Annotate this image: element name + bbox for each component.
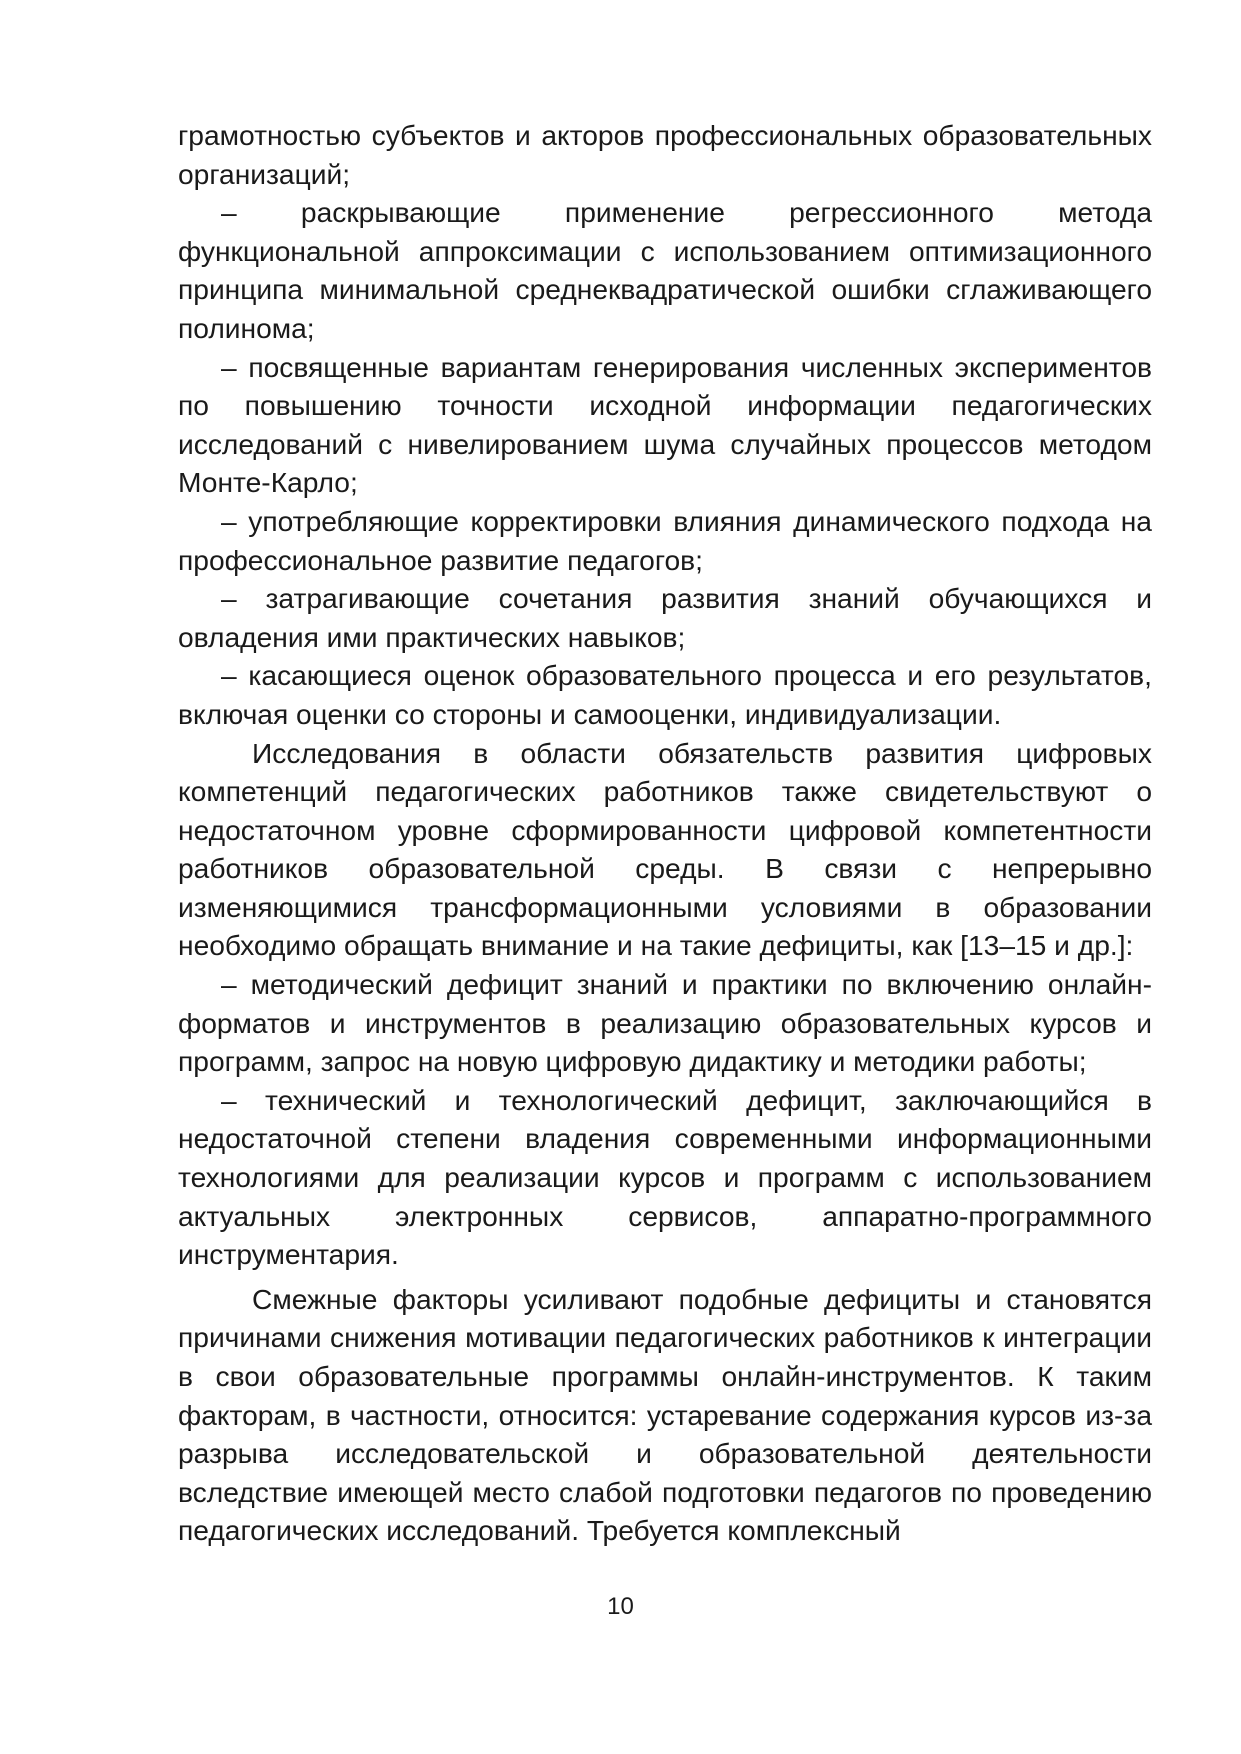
- list-item-assessment: – касающиеся оценок образовательного процесса и его результатов, включая оценки со стороны и самооценки, индивидуализации.: [178, 659, 1152, 730]
- list-item-dynamic-approach: – употребляющие корректировки влияния динамического подхода на профессиональное развитие педагогов;: [178, 504, 1152, 576]
- page-number: 10: [607, 1593, 634, 1620]
- list-item-technical-deficit: – технический и технологический дефицит, заключающийся в недостаточной степени владения современными информационными технологиями для реализации курсов и программ с использованием актуальных электронных сервисов, аппаратно-программного инструментария.: [178, 1083, 1152, 1271]
- list-item-knowledge-skills: – затрагивающие сочетания развития знаний обучающихся и овладения ими практических навыков;: [178, 582, 1152, 653]
- paragraph-related-factors: Смежные факторы усиливают подобные дефициты и становятся причинами снижения мотивации педагогических работников к интеграции в свои образовательные программы онлайн-инструментов. К таким факторам, в частности, относится: устаревание содержания курсов из-за разрыва исследовательской и образовательной деятельности вследствие имеющей место слабой подготовки педагогов по проведению педагогических исследований. Требуется комплексный: [178, 1282, 1152, 1547]
- paragraph-digital-competence: Исследования в области обязательств развития цифровых компетенций педагогических работников также свидетельствуют о недостаточном уровне сформированности цифровой компетентности работников образовательной среды. В связи с непрерывно изменяющимися трансформационными условиями в образовании необходимо обращать внимание и на такие дефициты, как [13–15 и др.]:: [178, 736, 1152, 962]
- list-item-monte-carlo: – посвященные вариантам генерирования численных экспериментов по повышению точности исходной информации педагогических исследований с нивелированием шума случайных процессов методом Монте-Карло;: [178, 350, 1152, 499]
- list-item-methodical-deficit: – методический дефицит знаний и практики по включению онлайн-форматов и инструментов в реализацию образовательных курсов и программ, запрос на новую цифровую дидактику и методики работы;: [178, 968, 1152, 1078]
- paragraph-continuation: грамотностью субъектов и акторов профессиональных образовательных организаций;: [178, 119, 1152, 190]
- list-item-regression: – раскрывающие применение регрессионного метода функциональной аппроксимации с использованием оптимизационного принципа минимальной среднеквадратической ошибки сглаживающего полинома;: [178, 196, 1152, 344]
- document-body: [178, 116, 1152, 1550]
